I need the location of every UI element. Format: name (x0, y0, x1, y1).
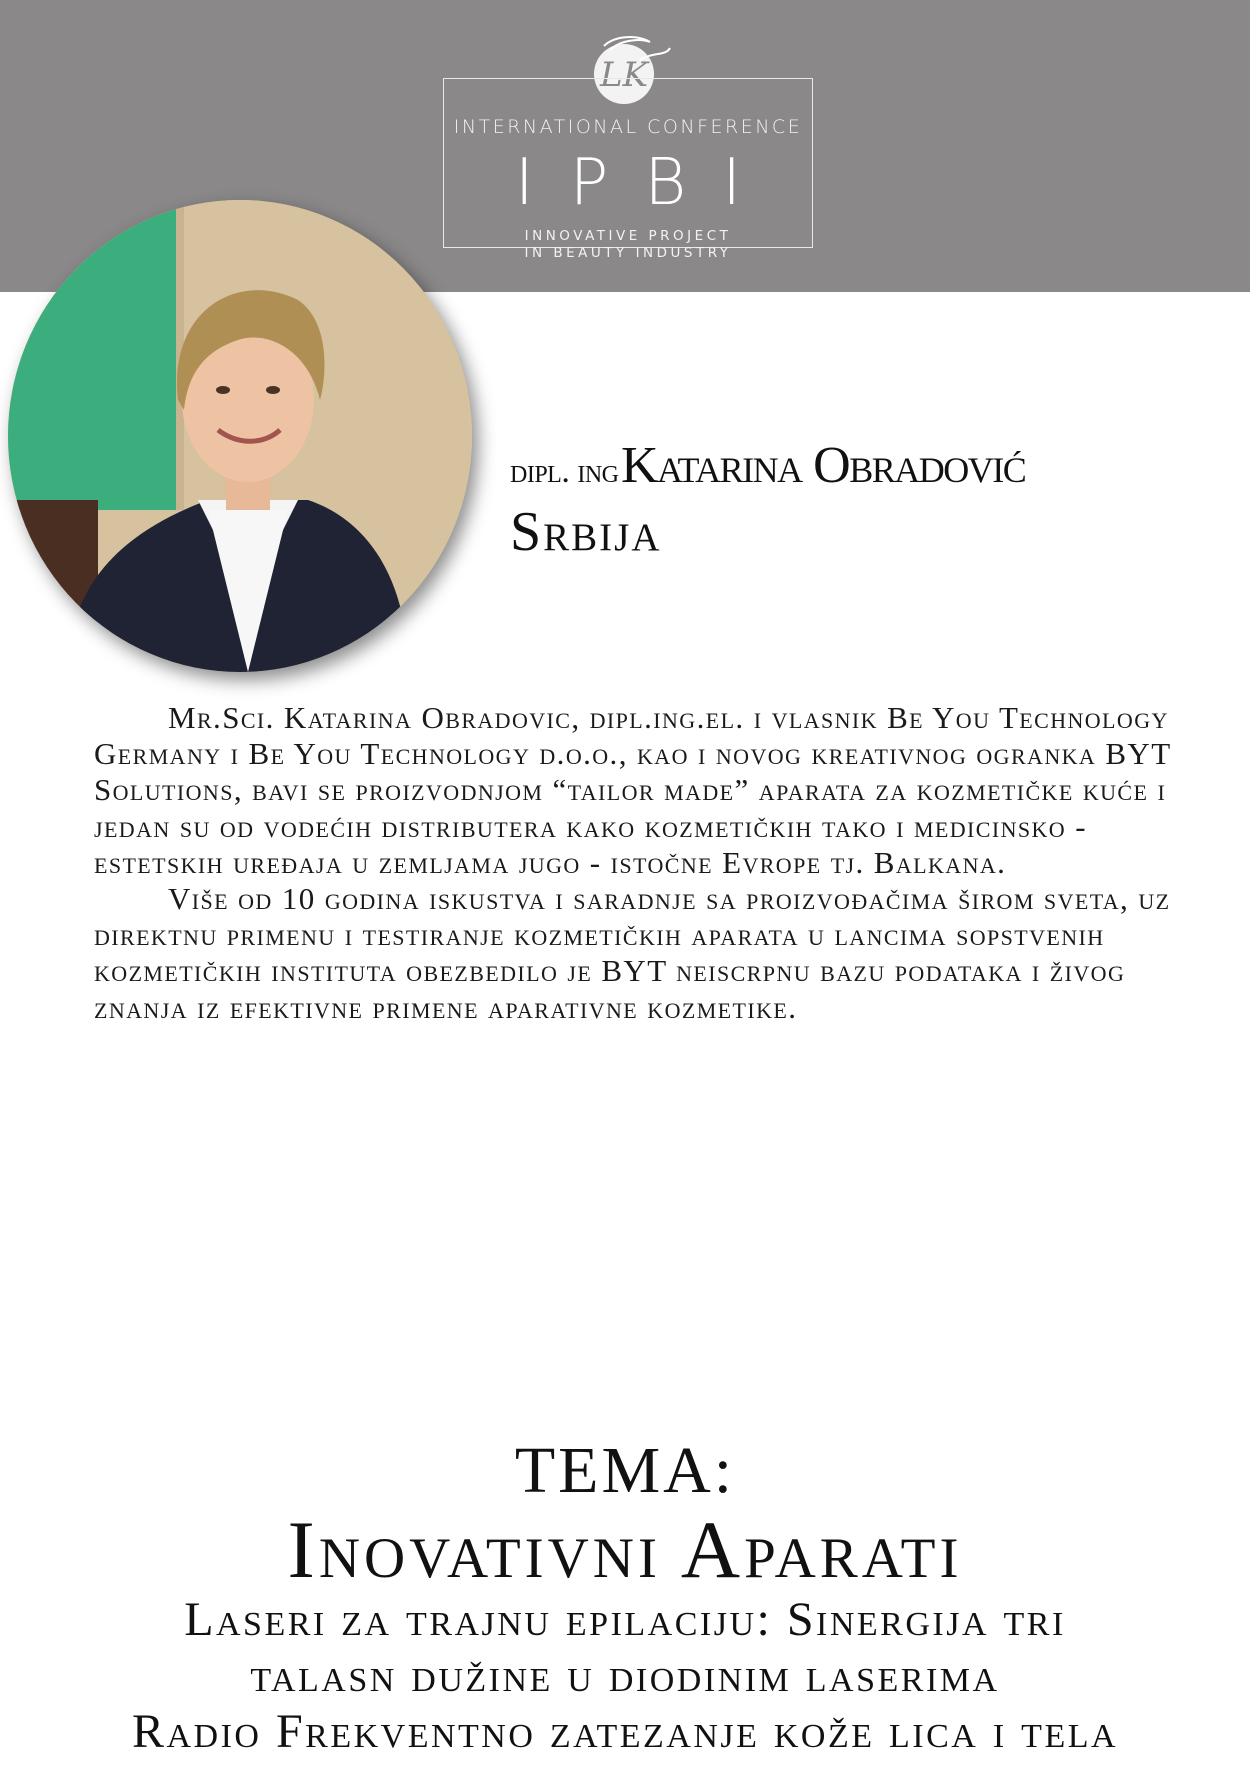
speaker-degree: dipl. ing (510, 453, 619, 490)
bio-paragraph: Više od 10 godina iskustva i saradnje sa proizvođačima širom sveta, uz direktnu primenu i testiranje kozmetičkih aparata u lancima sopstvenih kozmetičkih instituta obezbedilo je BYT neiscrpnu bazu podataka i živog znanja iz efektivne primene aparativne kozmetike. (94, 881, 1171, 1025)
topic-line-1: Laseri za trajnu epilaciju: Sinergija tri (184, 1593, 1066, 1646)
logo-subtitle-line2: IN BEAUTY INDUSTRY (524, 245, 732, 261)
logo-subtitle (443, 228, 813, 262)
speaker-country: Srbija (510, 501, 662, 563)
speaker-photo (8, 200, 472, 672)
topic-line-3: Radio Frekventno zatezanje kože lica i tela (131, 1705, 1119, 1758)
topic-title: Inovativni Aparati (287, 1504, 963, 1595)
speaker-title (510, 436, 1025, 495)
topic-label: TEMA: (514, 1434, 736, 1507)
logo-subtitle-line1: INNOVATIVE PROJECT (524, 228, 732, 244)
bio-paragraph: Mr.Sci. Katarina Obradovic, dipl.ing.el. i vlasnik Be You Technology Germany i Be You Technology d.o.o., kao i novog kreativnog ogranka BYT Solutions, bavi se proizvodnjom “tailor made” aparata za kozmetičke kuće i jedan su od vodećih distributera kako kozmetičkih tako i medicinsko - estetskih uređaja u zemljama jugo - istočne Evrope tj. Balkana. (94, 700, 1171, 880)
speaker-bio (94, 700, 1174, 1026)
logo-conference-text: INTERNATIONAL CONFERENCE (453, 116, 803, 138)
speaker-portrait (8, 200, 472, 672)
monogram-text: LK (600, 55, 648, 95)
speaker-name: Katarina Obradović (621, 437, 1026, 494)
logo-ipbi: IPBI (514, 146, 778, 220)
topic-line-2: talasn dužine u diodinim laserima (250, 1649, 1000, 1702)
